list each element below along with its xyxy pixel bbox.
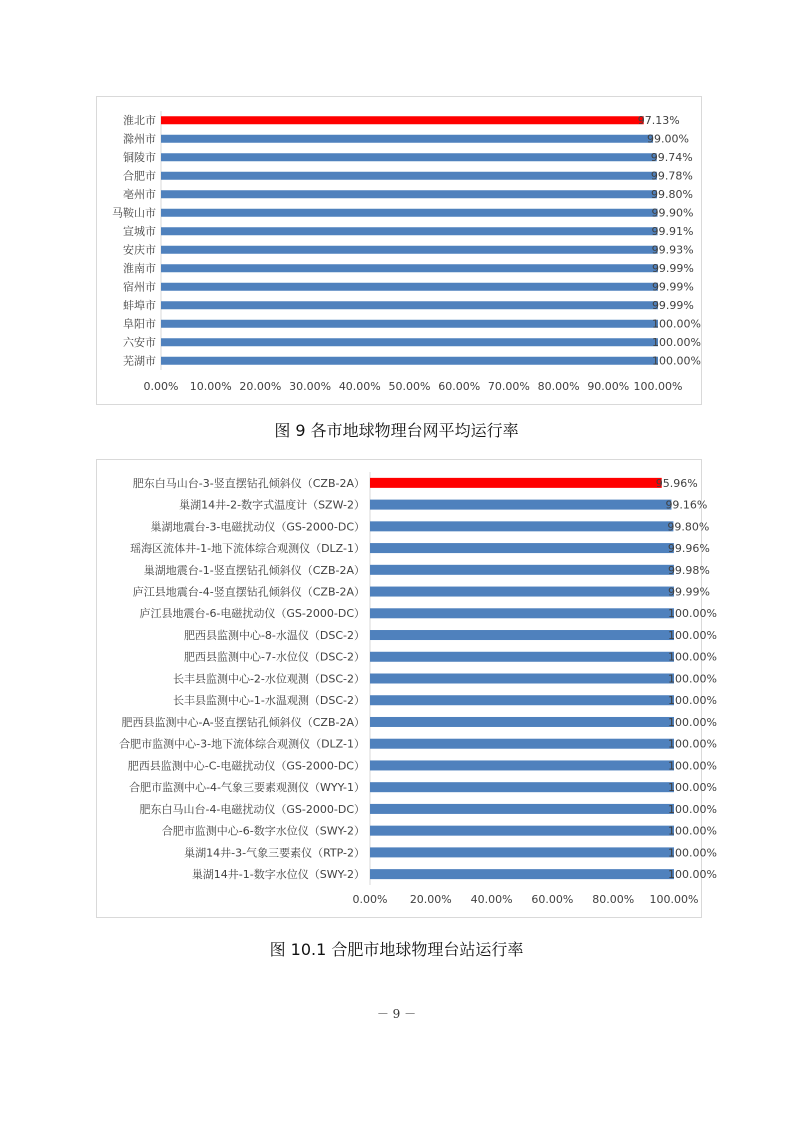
data-label-14: 100.00%: [668, 781, 717, 795]
category-label-16: 合肥市监测中心-6-数字水位仪（SWY-2）: [161, 824, 365, 838]
x-tick-label-6: 60.00%: [438, 380, 481, 393]
bar-8: [161, 264, 658, 272]
x-tick-label-2: 40.00%: [470, 893, 513, 906]
category-label-0: 肥东白马山台-3-竖直摆钻孔倾斜仪（CZB-2A）: [132, 476, 365, 490]
bar-7: [370, 630, 674, 640]
x-tick-label-3: 30.00%: [289, 380, 332, 393]
category-label-5: 马鞍山市: [112, 206, 156, 220]
data-label-3: 99.96%: [667, 542, 710, 556]
page-number: － 9 －: [376, 1007, 417, 1021]
bar-16: [370, 826, 674, 836]
category-label-2: 铜陵市: [123, 151, 156, 165]
data-label-6: 100.00%: [668, 607, 717, 621]
bar-10: [161, 301, 658, 309]
category-label-1: 巢湖14井-2-数字式温度计（SZW-2）: [179, 498, 365, 512]
x-tick-label-1: 20.00%: [409, 893, 452, 906]
data-label-4: 99.98%: [667, 563, 710, 577]
data-label-0: 95.96%: [655, 476, 698, 490]
category-label-10: 长丰县监测中心-1-水温观测（DSC-2）: [172, 694, 365, 708]
category-label-8: 肥西县监测中心-7-水位仪（DSC-2）: [183, 650, 365, 664]
bar-13: [370, 760, 674, 770]
category-label-10: 蚌埠市: [123, 299, 156, 313]
x-tick-label-8: 80.00%: [537, 380, 580, 393]
category-label-12: 合肥市监测中心-3-地下流体综合观测仪（DLZ-1）: [119, 737, 365, 751]
category-label-0: 淮北市: [123, 114, 156, 128]
bar-0: [161, 116, 644, 124]
data-label-11: 100.00%: [668, 715, 717, 729]
bar-10: [370, 695, 674, 705]
data-label-13: 100.00%: [668, 759, 717, 773]
bar-8: [370, 652, 674, 662]
category-label-17: 巢湖14井-3-气象三要素仪（RTP-2）: [184, 846, 365, 860]
data-label-13: 100.00%: [652, 354, 701, 368]
data-label-8: 99.99%: [651, 262, 694, 276]
bar-18: [370, 869, 674, 879]
bar-14: [370, 782, 674, 792]
data-label-6: 99.91%: [651, 225, 694, 239]
bar-12: [161, 338, 658, 346]
x-tick-label-4: 40.00%: [338, 380, 381, 393]
category-label-3: 合肥市: [123, 169, 156, 183]
category-label-6: 宣城市: [123, 225, 156, 239]
category-label-12: 六安市: [123, 336, 156, 350]
category-label-11: 肥西县监测中心-A-竖直摆钻孔倾斜仪（CZB-2A）: [121, 715, 365, 729]
x-tick-label-5: 50.00%: [388, 380, 431, 393]
data-label-18: 100.00%: [668, 868, 717, 882]
bar-2: [161, 153, 657, 161]
category-label-8: 淮南市: [123, 262, 156, 276]
data-label-9: 100.00%: [668, 672, 717, 686]
category-label-1: 滁州市: [123, 132, 156, 146]
data-label-2: 99.74%: [650, 151, 693, 165]
category-label-7: 安庆市: [123, 243, 156, 257]
data-label-12: 100.00%: [668, 737, 717, 751]
bar-4: [370, 565, 674, 575]
data-label-11: 100.00%: [652, 317, 701, 331]
data-label-7: 99.93%: [651, 243, 694, 257]
bar-11: [161, 320, 658, 328]
bar-15: [370, 804, 674, 814]
bar-2: [370, 521, 673, 531]
chart-city-network-rate: [96, 96, 702, 405]
category-label-9: 宿州市: [123, 280, 156, 294]
category-label-4: 巢湖地震台-1-竖直摆钻孔倾斜仪（CZB-2A）: [143, 563, 365, 577]
bar-6: [370, 608, 674, 618]
category-label-9: 长丰县监测中心-2-水位观测（DSC-2）: [172, 672, 365, 686]
bar-1: [161, 135, 653, 143]
bar-1: [370, 500, 671, 510]
x-tick-label-3: 60.00%: [531, 893, 574, 906]
bar-11: [370, 717, 674, 727]
x-tick-label-0: 0.00%: [143, 380, 179, 393]
data-label-5: 99.90%: [651, 206, 694, 220]
x-tick-label-2: 20.00%: [239, 380, 282, 393]
data-label-1: 99.00%: [647, 132, 689, 146]
bar-3: [370, 543, 674, 553]
chart-city-network-rate-svg: [97, 97, 701, 404]
x-tick-label-9: 90.00%: [587, 380, 630, 393]
chart-hefei-station-rate-svg: [97, 460, 717, 917]
bar-5: [370, 587, 674, 597]
chart-caption-1: 图 9 各市地球物理台网平均运行率: [274, 421, 519, 440]
bar-3: [161, 172, 657, 180]
category-label-3: 瑶海区流体井-1-地下流体综合观测仪（DLZ-1）: [130, 542, 365, 556]
category-label-4: 亳州市: [123, 188, 156, 202]
data-label-17: 100.00%: [668, 846, 717, 860]
category-label-18: 巢湖14井-1-数字水位仪（SWY-2）: [191, 868, 365, 882]
category-label-14: 合肥市监测中心-4-气象三要素观测仪（WYY-1）: [129, 781, 365, 795]
category-label-11: 阜阳市: [123, 317, 156, 331]
data-label-10: 99.99%: [651, 299, 694, 313]
category-label-6: 庐江县地震台-6-电磁扰动仪（GS-2000-DC）: [139, 607, 365, 621]
data-label-3: 99.78%: [650, 169, 693, 183]
x-tick-label-7: 70.00%: [487, 380, 530, 393]
category-label-5: 庐江县地震台-4-竖直摆钻孔倾斜仪（CZB-2A）: [132, 585, 365, 599]
data-label-9: 99.99%: [651, 280, 694, 294]
x-tick-label-4: 80.00%: [592, 893, 635, 906]
data-label-5: 99.99%: [667, 585, 710, 599]
bar-6: [161, 227, 658, 235]
data-label-16: 100.00%: [668, 824, 717, 838]
bar-17: [370, 847, 674, 857]
chart-hefei-station-rate: [96, 459, 717, 918]
data-label-1: 99.16%: [665, 498, 708, 512]
data-label-10: 100.00%: [668, 694, 717, 708]
x-tick-label-10: 100.00%: [633, 380, 683, 393]
category-label-15: 肥东白马山台-4-电磁扰动仪（GS-2000-DC）: [139, 802, 365, 816]
category-label-7: 肥西县监测中心-8-水温仪（DSC-2）: [183, 628, 365, 642]
bar-13: [161, 357, 658, 365]
chart-caption-2: 图 10.1 合肥市地球物理台站运行率: [269, 940, 524, 959]
data-label-4: 99.80%: [651, 188, 693, 202]
data-label-0: 97.13%: [637, 114, 680, 128]
category-label-13: 肥西县监测中心-C-电磁扰动仪（GS-2000-DC）: [127, 759, 365, 773]
x-tick-label-5: 100.00%: [649, 893, 699, 906]
data-label-8: 100.00%: [668, 650, 717, 664]
data-label-2: 99.80%: [667, 520, 710, 534]
bar-0: [370, 478, 662, 488]
category-label-13: 芜湖市: [123, 354, 156, 368]
bar-9: [161, 283, 658, 291]
bar-12: [370, 739, 674, 749]
bar-9: [370, 674, 674, 684]
x-tick-label-1: 10.00%: [189, 380, 232, 393]
bar-5: [161, 209, 658, 217]
data-label-7: 100.00%: [668, 628, 717, 642]
category-label-2: 巢湖地震台-3-电磁扰动仪（GS-2000-DC）: [150, 520, 365, 534]
bar-4: [161, 190, 657, 198]
data-label-12: 100.00%: [652, 336, 701, 350]
bar-7: [161, 246, 658, 254]
data-label-15: 100.00%: [668, 802, 717, 816]
x-tick-label-0: 0.00%: [352, 893, 388, 906]
